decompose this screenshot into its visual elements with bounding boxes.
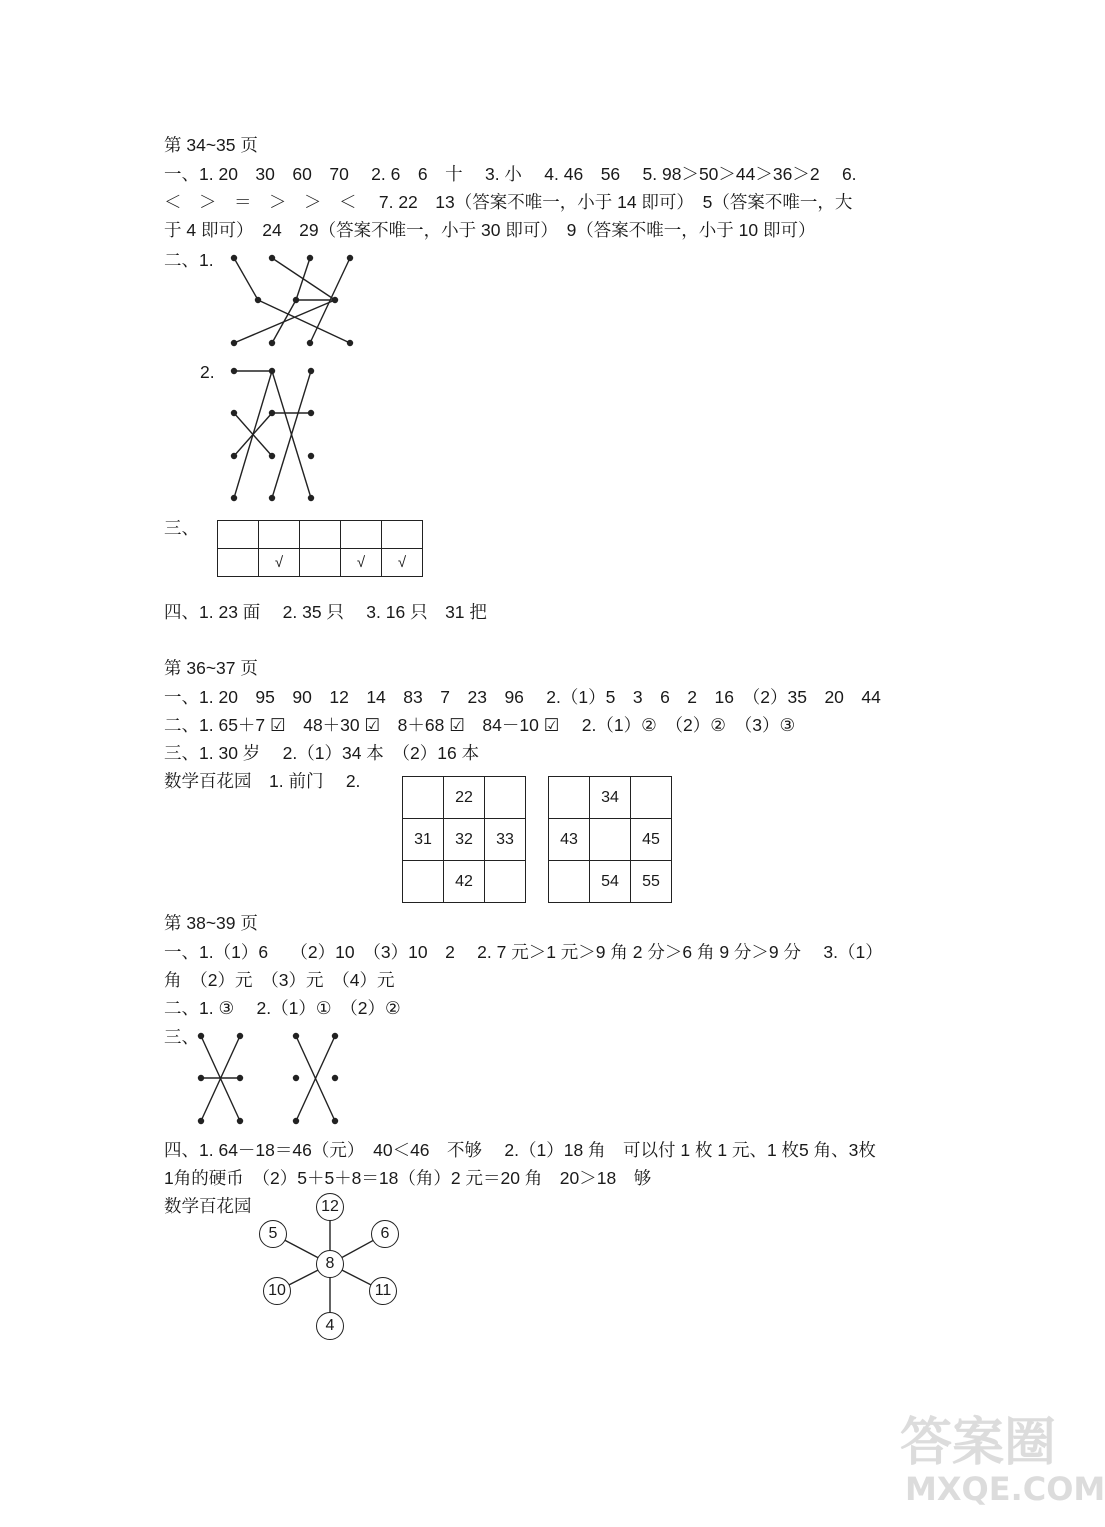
table-cell: √ — [382, 549, 423, 577]
part-label: 三、 — [164, 1027, 199, 1047]
number-grid-1: 22 31 32 33 42 — [402, 776, 526, 903]
watermark-logo: 答案圈 — [900, 1413, 1057, 1473]
answer-line: 一、1. 20 95 90 12 14 83 7 23 96 2.（1）5 3 6 2 16 （2）35 20 44 — [164, 687, 881, 707]
part-label: 三、 — [164, 518, 199, 538]
section-heading: 第 34~35 页 — [164, 135, 258, 155]
section-heading: 第 36~37 页 — [164, 658, 258, 678]
flower-petal: 12 — [316, 1193, 344, 1221]
answer-line: 角 （2）元 （3）元 （4）元 — [164, 970, 395, 990]
answer-line: 一、1.（1）6 （2）10 （3）10 2 2. 7 元＞1 元＞9 角 2 分＞6 角 9 分＞9 分 3.（1） — [164, 942, 883, 962]
answer-line: 二、1. 65＋7 ☑ 48＋30 ☑ 8＋68 ☑ 84－10 ☑ 2.（1）② （2）② （3）③ — [164, 715, 796, 735]
answer-line: 四、1. 64－18＝46（元） 40＜46 不够 2.（1）18 角 可以付 1 枚 1 元、1 枚5 角、3枚 — [164, 1140, 876, 1160]
flower-petal: 11 — [369, 1277, 397, 1305]
table-cell: √ — [341, 549, 382, 577]
answer-line: ＜ ＞ ＝ ＞ ＞ ＜ 7. 22 13（答案不唯一，小于 14 即可） 5（答案不唯一，大 — [164, 192, 853, 212]
part-label: 二、1. — [164, 250, 214, 270]
number-grid-2: 34 43 45 54 55 — [548, 776, 672, 903]
answer-line: 三、1. 30 岁 2.（1）34 本 （2）16 本 — [164, 743, 480, 763]
answer-line: 四、1. 23 面 2. 35 只 3. 16 只 31 把 — [164, 602, 487, 622]
flower-center: 8 — [316, 1250, 344, 1278]
flower-petal: 4 — [316, 1312, 344, 1340]
answer-line: 1角的硬币 （2）5＋5＋8＝18（角）2 元＝20 角 20＞18 够 — [164, 1168, 652, 1188]
flower-petal: 10 — [263, 1277, 291, 1305]
answer-line: 数学百花园 1. 前门 2. — [164, 771, 361, 791]
answer-line: 数学百花园 — [164, 1196, 252, 1216]
table-cell: √ — [259, 549, 300, 577]
part-label: 2. — [200, 362, 215, 382]
flower-petal: 5 — [259, 1220, 287, 1248]
flower-petal: 6 — [371, 1220, 399, 1248]
answer-line: 二、1. ③ 2.（1）① （2）② — [164, 998, 401, 1018]
answer-line: 一、1. 20 30 60 70 2. 6 6 十 3. 小 4. 46 56 5. 98＞50＞44＞36＞2 6. — [164, 164, 857, 184]
section-heading: 第 38~39 页 — [164, 913, 258, 933]
answer-line: 于 4 即可） 24 29（答案不唯一，小于 30 即可） 9（答案不唯一，小于 10 即可） — [164, 220, 816, 240]
watermark-url: MXQE.COM — [905, 1470, 1105, 1508]
